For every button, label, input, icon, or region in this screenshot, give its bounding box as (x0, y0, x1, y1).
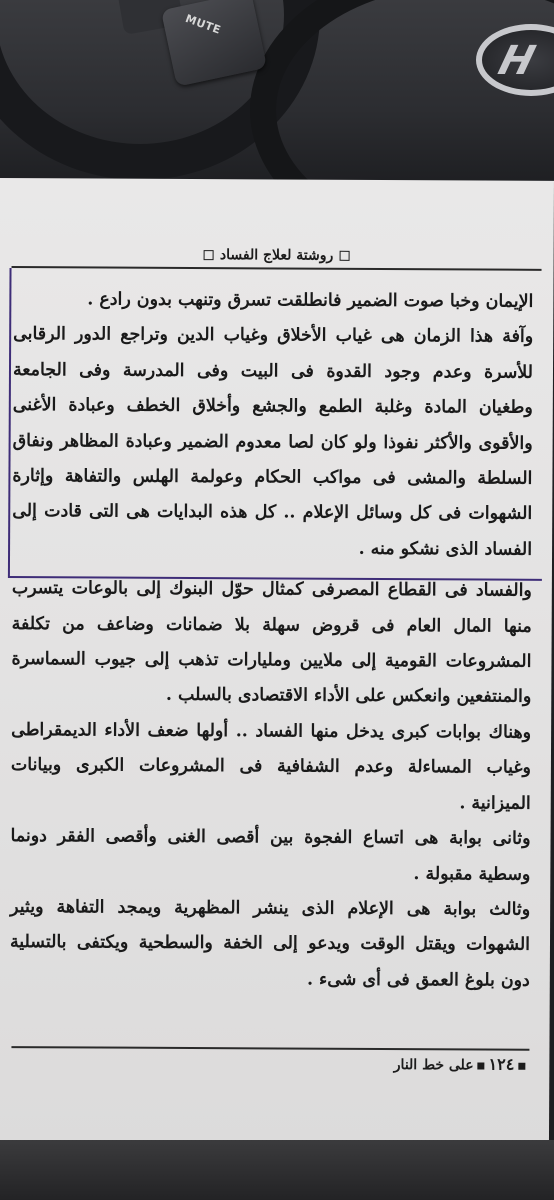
paragraph: والفساد فى القطاع المصرفى كمثال حوّل البنوك إلى بالوعات يتسرب منها المال العام فى قروض سهلة بلا ضمانات وضاعف من تكلفة المشروعات القومية إلى ملايين ومليارات تذهب إلى جيوب السماسرة والمنتفعين وانعكس على الأداء الاقتصادى بالسلب . (11, 578, 532, 708)
car-seat-background (0, 1140, 554, 1200)
paragraph: وثانى بوابة هى اتساع الفجوة بين أقصى الغنى وأقصى الفقر دونما وسطية مقبولة . (10, 826, 531, 885)
paragraph: الإيمان وخبا صوت الضمير فانطلقت تسرق وتنهب بدون رادع . (87, 289, 534, 312)
paragraph: وثالث بوابة هى الإعلام الذى ينشر المظهرية ويمجد التفاهة ويثير الشهوات ويقتل الوقت ويدعو إلى الخفة والسطحية ويكتفى بالتسلية دون بلوغ العمق فى أى شىء . (9, 896, 531, 991)
page-body-text (10, 282, 534, 999)
header-title: روشتة لعلاج الفساد (219, 247, 334, 264)
page-footer (11, 1052, 529, 1074)
page-header (20, 246, 534, 265)
mute-label: MUTE (183, 12, 223, 37)
footer-title: على خط النار (393, 1057, 474, 1074)
square-ornament-icon (204, 250, 214, 260)
paragraph: وهناك بوابات كبرى يدخل منها الفساد .. أولها ضعف الأداء الديمقراطى وغياب المساءلة وعدم الشفافية فى المشروعات الكبرى وبيانات الميزانية . (10, 719, 532, 814)
square-ornament-icon (339, 251, 349, 261)
square-bullet-icon (478, 1062, 485, 1069)
car-interior-background (0, 0, 554, 200)
car-logo-letter-icon: H (493, 38, 540, 84)
paragraph: وآفة هذا الزمان هى غياب الأخلاق وغياب الدين وتراجع الدور الرقابى للأسرة وعدم وجود القدوة فى البيت وفى المدرسة وفى الجامعة وطغيان المادة وغلبة الطمع والجشع وأخلاق الخطف وعبادة الأغنى والأقوى والأكثر نفوذا ولو كان لصا معدوم الضمير وعبادة المظاهر ونفاق السلطة والمشى فى مواكب الحكام وعولمة الهلس والتفاهة وإثارة الشهوات فى كل وسائل الإعلام .. كل هذه البدايات هى التى قادت إلى الفساد الذى نشكو منه . (12, 324, 534, 560)
square-bullet-icon (518, 1062, 525, 1069)
header-divider (12, 266, 542, 271)
pen-margin-mark (8, 268, 12, 576)
page-number: ١٢٤ (488, 1054, 515, 1074)
book-page (0, 178, 554, 1151)
footer-divider (11, 1046, 529, 1051)
